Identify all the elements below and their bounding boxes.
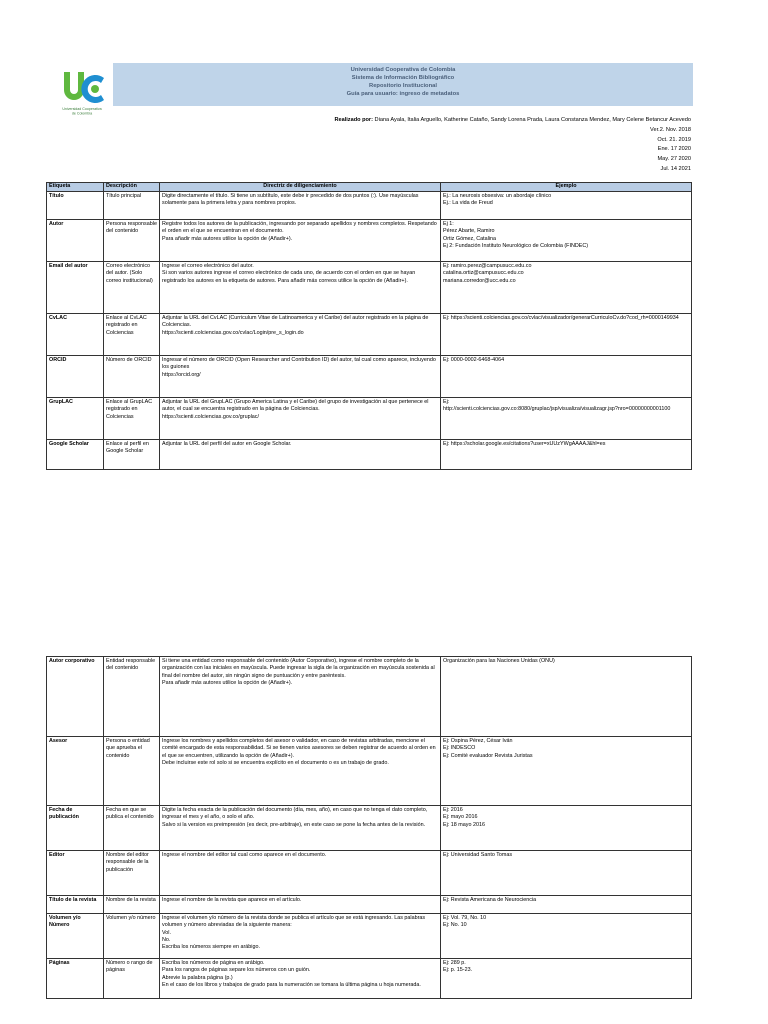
header-banner [113,63,693,106]
row-example [441,806,692,851]
table-row [47,440,692,470]
row-directive [160,356,441,398]
row-label-text: Título de la revista [49,897,97,903]
row-description [104,398,160,440]
version-line: Oct. 21. 2019 [657,136,691,143]
row-directive-text: Ingrese el nombre de la revista que aparece en el artículo. [162,897,302,903]
row-description-text: Enlace al GrupLAC registrado en Colciencias [106,399,153,420]
row-description-text: Nombre de la revista [106,897,156,903]
row-description-text: Número de ORCID [106,357,152,363]
row-label [47,220,104,262]
metadata-table-top [46,182,692,470]
row-directive-text: Ingresar el número de ORCID (Open Researcher and Contribution ID) del autor, tal cual como aparece, incluyendo los guiones https://orcid.org/ [162,357,436,378]
svg-text:Universidad Cooperativa: Universidad Cooperativa [62,107,102,111]
row-directive [160,220,441,262]
table-row [47,896,692,914]
row-label-text: Volumen y/o Número [49,915,81,929]
row-directive [160,851,441,896]
row-description-text: Número o rango de páginas [106,960,153,974]
table-row [47,914,692,959]
row-directive-text: Registre todos los autores de la publicación, ingresando por separado apellidos y nombres completos. Respetando el orden en el que se encuentran en el documento. Para añadir más autores utilice la opción de (Añadir+). [162,221,437,242]
row-directive-text: Adjuntar la URL del CvLAC (Curriculum Vitae de Latinoamerica y el Caribe) del autor registrado en la página de Colciencias. https://scienti.colciencias.gov.co/cvlac/Login/pre_s_login.do [162,315,429,336]
version-line: Ver.2. Nov. 2018 [650,126,691,133]
row-directive [160,440,441,470]
row-example-text: Ej: 0000-0002-6468-4064 [443,357,505,363]
table-header-row [47,183,692,192]
row-label [47,262,104,314]
row-directive [160,262,441,314]
row-description [104,959,160,999]
row-example-text: Ej: Vol. 79, No. 10 Ej: No. 10 [443,915,487,929]
row-example [441,192,692,220]
row-example [441,896,692,914]
row-label-text: Editor [49,852,65,858]
header-ejemplo: Ejemplo [441,183,692,192]
row-label-text: Fecha de publicación [49,807,79,821]
credits-authors: Diana Ayala, Italia Arguello, Katherine Cataño, Sandy Lorena Prada, Laura Constanza Mendez, Mary Celene Betancur Acevedo [374,117,691,123]
table-row [47,657,692,737]
row-description-text: Volumen y/o número [106,915,156,921]
row-label-text: Google Scholar [49,441,89,447]
version-line: Jul. 14 2021 [660,165,691,172]
row-directive-text: Adjuntar la URL del perfil del autor en Google Scholar. [162,441,292,447]
row-example-text: Ej: http://scienti.colciencias.gov.co:8080/gruplac/jsp/visualiza/visualizagr.jsp?nro=00000000001100 [443,399,671,413]
version-line: Ene. 17 2020 [657,146,691,153]
banner-line-system: Sistema de Información Bibliográfico [351,75,455,82]
row-directive [160,737,441,806]
header-etiqueta: Etiqueta [47,183,104,192]
row-example-text: Ej.: La neurosis obsesiva: un abordaje clínico Ej.: La vida de Freud [443,193,552,207]
row-directive [160,314,441,356]
row-directive [160,192,441,220]
row-label [47,959,104,999]
row-directive [160,896,441,914]
row-label [47,914,104,959]
version-line: May. 27 2020 [657,156,691,163]
row-description [104,220,160,262]
credits-authors-line [334,116,691,126]
row-example-text: Ej: 2016 Ej: mayo 2016 Ej: 18 mayo 2016 [443,807,485,828]
row-directive-text: Si tiene una entidad como responsable del contenido (Autor Corporativo), ingrese el nombre completo de la organización con las iniciales en mayúscula. Puede ingresar la sigla de la organización en mayúscula sostenida al final del nombre del autor, sin ningún signo de puntuación y entre paréntesis. Para añadir más autores utilice la opción de (Añadir+). [162,658,435,686]
row-example [441,262,692,314]
banner-line-repository: Repositorio Institucional [369,83,437,90]
credits-label: Realizado por: [334,117,373,123]
row-example-text: Ej: https://scienti.colciencias.gov.co/cvlac/visualizador/generarCurriculoCv.do?cod_rh=0000149934 [443,315,679,321]
row-description [104,851,160,896]
row-label [47,356,104,398]
row-example-text: Ej: 289 p. Ej: p. 15-23. [443,960,473,974]
row-example-text: Ej: Universidad Santo Tomas [443,852,513,858]
row-directive-text: Digite directamente el título. Si tiene un subtítulo, este debe ir precedido de dos puntos (:). Use mayúsculas solamente para la primera letra y para nombres propios. [162,193,419,207]
row-label-text: Título [49,193,64,199]
row-example [441,220,692,262]
row-description [104,657,160,737]
row-label-text: GrupLAC [49,399,73,405]
row-label [47,737,104,806]
row-label [47,440,104,470]
row-directive-text: Adjuntar la URL del GrupLAC (Grupo America Latina y el Caribe) del grupo de investigación al que pertenece el autor, el cual se encuentra registrado en la página de Colciencias. https://scienti.colciencias.gov.co/gruplac/ [162,399,429,420]
credits-block [334,116,691,175]
row-label-text: CvLAC [49,315,67,321]
row-directive-text: Digite la fecha exacta de la publicación del documento (día, mes, año), en caso que no tenga el dato completo, ingresar el mes y el año, o solo el año. Salvo si la version es preimpresión (es decir, pre-arbitraje), en este caso se pone la fecha antes de la revisión. [162,807,428,828]
table-row [47,192,692,220]
table-row [47,959,692,999]
university-logo [58,68,106,116]
row-label-text: Asesor [49,738,68,744]
row-description-text: Nombre del editor responsable de la publicación [106,852,149,873]
row-description-text: Entidad responsable del contenido [106,658,156,672]
row-label [47,657,104,737]
row-directive-text: Ingrese el volumen y/o número de la revista donde se publica el artículo que se está ingresando. Las palabras volumen y número abreviadas de la siguiente manera: Vol. No. Escriba los números siempre en arábigo. [162,915,426,951]
row-example-text: Ej: Ospina Pérez, César Iván Ej: INDESCO Ej: Comité evaluador Revista Juristas [443,738,533,759]
row-description [104,356,160,398]
header-directriz: Directriz de diligenciamiento [160,183,441,192]
row-directive [160,914,441,959]
row-description-text: Persona responsable del contenido [106,221,157,235]
row-example-text: Ej: ramiro.perez@campusucc.edu.co catalina.ortiz@campusucc.edu.co mariana.corredor@ucc.edu.co [443,263,532,284]
row-label [47,192,104,220]
row-example [441,959,692,999]
row-description [104,262,160,314]
row-label-text: Autor [49,221,64,227]
row-label-text: Email del autor [49,263,88,269]
row-example [441,314,692,356]
row-description [104,440,160,470]
row-description-text: Enlace al CvLAC registrado en Colciencias [106,315,147,336]
table-row [47,262,692,314]
row-example [441,356,692,398]
row-description-text: Enlace al perfil en Google Scholar [106,441,149,455]
row-label [47,314,104,356]
metadata-table-bottom [46,656,692,999]
row-directive [160,959,441,999]
row-label [47,896,104,914]
table-row [47,806,692,851]
row-description-text: Persona o entidad que aprueba el contenido [106,738,150,759]
ucc-logo-icon [58,68,106,116]
banner-line-guide: Guía para usuario: ingreso de metadatos [346,91,460,98]
row-example [441,914,692,959]
row-label [47,806,104,851]
row-label-text: Páginas [49,960,70,966]
row-directive [160,806,441,851]
row-description [104,914,160,959]
row-directive [160,398,441,440]
row-example [441,440,692,470]
table-row [47,398,692,440]
row-example-text: Organización para las Naciones Unidas (ONU) [443,658,555,664]
row-description-text: Fecha en que se publica el contenido [106,807,154,821]
row-description [104,737,160,806]
row-description [104,192,160,220]
row-example [441,657,692,737]
row-label [47,398,104,440]
row-description-text: Título principal [106,193,142,199]
table-row [47,356,692,398]
row-example [441,398,692,440]
table-row [47,737,692,806]
table-row [47,220,692,262]
row-directive-text: Ingrese el nombre del editor tal cual como aparece en el documento. [162,852,327,858]
row-example [441,851,692,896]
row-example-text: Ej: Revista Americana de Neurociencia [443,897,537,903]
header-descripcion: Descripción [104,183,160,192]
table-row [47,314,692,356]
row-directive-text: Escriba los números de página en arábigo. Para los rangos de páginas separe los números con un guión. Abrevie la palabra página (p.) En el caso de los libros y trabajos de grado para la numeración se tomara la última página u hoja numerada. [162,960,421,988]
row-description [104,314,160,356]
row-description [104,806,160,851]
table-row [47,851,692,896]
svg-text:de Colombia: de Colombia [71,111,93,116]
row-label [47,851,104,896]
row-description-text: Correo electrónico del autor. (Solo correo institucional) [106,263,153,284]
banner-line-university: Universidad Cooperativa de Colombia [350,67,456,73]
row-directive [160,657,441,737]
row-example-text: Ej 1: Pérez Abarte, Ramiro Ortiz Gómez, Catalina Ej 2: Fundación Instituto Neurológico de Colombia (FINDEC) [443,221,589,249]
row-description [104,896,160,914]
row-example-text: Ej: https://scholar.google.es/citations?user=xUUzYWgAAAAJ&hl=es [443,441,606,447]
row-label-text: Autor corporativo [49,658,95,664]
row-directive-text: Ingrese los nombres y apellidos completos del asesor o validador, en caso de revistas arbitradas, mencione el comité encargado de esta responsabilidad. Si se tienen varios asesores se deben registrar de acuerdo al orden en el que se encuentren, utilizando la opción de (Añadir+). Debe incluirse este rol solo si se encuentra explícito en el documento o es un trabajo de grado. [162,738,436,766]
row-label-text: ORCID [49,357,67,363]
row-directive-text: Ingrese el correo electrónico del autor. Si son varios autores ingrese el correo electrónico de cada uno, de acuerdo con el orden en que se hayan registrado los autores en la etiqueta de autores. Para añadir más correos utilice la opción de (Añadir+). [162,263,416,284]
row-example [441,737,692,806]
